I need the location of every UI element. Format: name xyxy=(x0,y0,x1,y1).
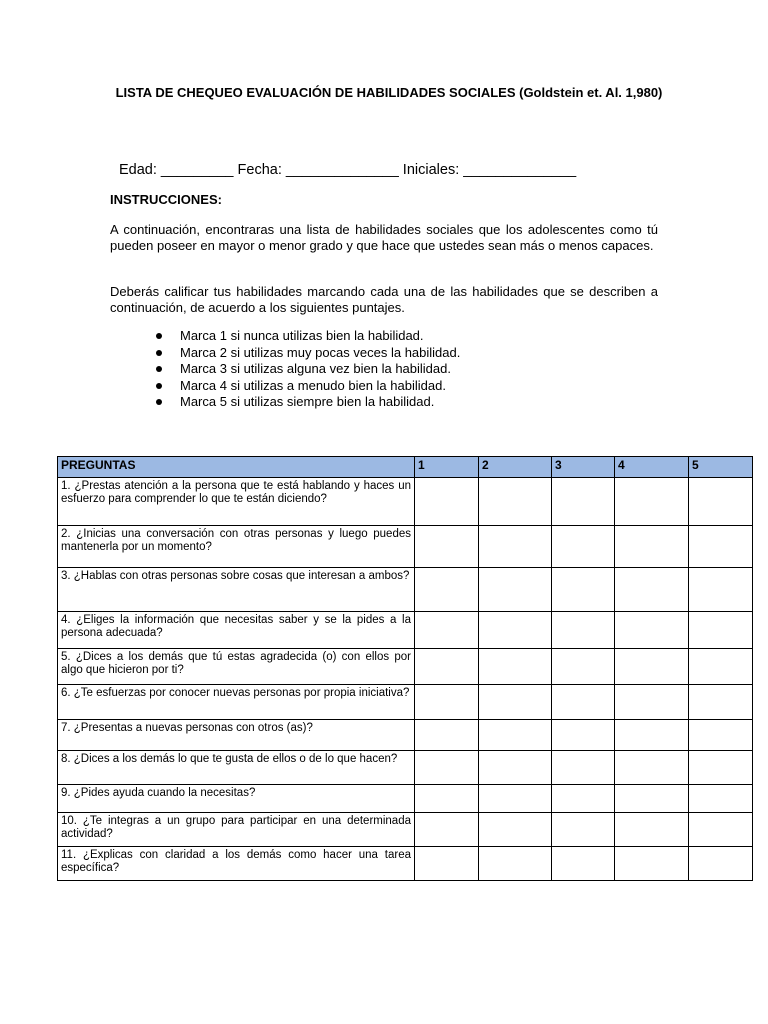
score-cell[interactable] xyxy=(615,478,689,526)
score-cell[interactable] xyxy=(415,649,479,685)
document-title: LISTA DE CHEQUEO EVALUACIÓN DE HABILIDADES SOCIALES (Goldstein et. Al. 1,980) xyxy=(115,85,663,100)
score-cell[interactable] xyxy=(552,813,615,847)
score-cell[interactable] xyxy=(479,685,552,720)
question-cell: 4. ¿Eliges la información que necesitas saber y se la pides a la persona adecuada? xyxy=(58,612,415,649)
score-cell[interactable] xyxy=(689,649,753,685)
score-cell[interactable] xyxy=(552,526,615,568)
score-cell[interactable] xyxy=(415,813,479,847)
score-cell[interactable] xyxy=(689,568,753,612)
scale-item xyxy=(150,345,460,362)
table-row xyxy=(58,720,753,751)
score-cell[interactable] xyxy=(552,720,615,751)
table-row xyxy=(58,813,753,847)
score-cell[interactable] xyxy=(615,785,689,813)
score-cell[interactable] xyxy=(552,751,615,785)
column-header-score-5: 5 xyxy=(689,457,753,478)
table-row xyxy=(58,526,753,568)
score-cell[interactable] xyxy=(615,847,689,881)
score-cell[interactable] xyxy=(689,785,753,813)
score-cell[interactable] xyxy=(689,720,753,751)
question-cell: 11. ¿Explicas con claridad a los demás como hacer una tarea específica? xyxy=(58,847,415,881)
table-row xyxy=(58,478,753,526)
bullet-icon xyxy=(156,383,162,389)
bullet-icon xyxy=(156,399,162,405)
question-cell: 6. ¿Te esfuerzas por conocer nuevas personas por propia iniciativa? xyxy=(58,685,415,720)
table-row xyxy=(58,751,753,785)
score-cell[interactable] xyxy=(415,526,479,568)
scale-item-text: Marca 4 si utilizas a menudo bien la habilidad. xyxy=(180,377,446,393)
score-cell[interactable] xyxy=(479,612,552,649)
score-cell[interactable] xyxy=(552,612,615,649)
score-cell[interactable] xyxy=(615,720,689,751)
column-header-score-4: 4 xyxy=(615,457,689,478)
table-row xyxy=(58,785,753,813)
question-cell: 9. ¿Pides ayuda cuando la necesitas? xyxy=(58,785,415,813)
score-cell[interactable] xyxy=(415,785,479,813)
question-cell: 5. ¿Dices a los demás que tú estas agradecida (o) con ellos por algo que hicieron por ti? xyxy=(58,649,415,685)
table-row xyxy=(58,649,753,685)
bullet-icon xyxy=(156,366,162,372)
column-header-questions: PREGUNTAS xyxy=(58,457,415,478)
score-cell[interactable] xyxy=(615,612,689,649)
score-cell[interactable] xyxy=(479,478,552,526)
table-row xyxy=(58,685,753,720)
scoring-scale-list xyxy=(150,328,460,411)
column-header-score-1: 1 xyxy=(415,457,479,478)
score-cell[interactable] xyxy=(415,720,479,751)
questions-table xyxy=(57,456,753,881)
score-cell[interactable] xyxy=(689,847,753,881)
bullet-icon xyxy=(156,333,162,339)
score-cell[interactable] xyxy=(415,568,479,612)
instructions-paragraph-1: A continuación, encontraras una lista de habilidades sociales que los adolescentes como tú pueden poseer en mayor o menor grado y que hace que ustedes sean más o menos capaces. xyxy=(110,222,658,253)
score-cell[interactable] xyxy=(552,649,615,685)
score-cell[interactable] xyxy=(615,649,689,685)
score-cell[interactable] xyxy=(615,685,689,720)
score-cell[interactable] xyxy=(689,751,753,785)
score-cell[interactable] xyxy=(689,612,753,649)
score-cell[interactable] xyxy=(479,649,552,685)
scale-item-text: Marca 5 si utilizas siempre bien la habilidad. xyxy=(180,394,435,409)
score-cell[interactable] xyxy=(415,478,479,526)
score-cell[interactable] xyxy=(689,526,753,568)
scale-item-text: Marca 1 si nunca utilizas bien la habilidad. xyxy=(180,328,424,343)
column-header-score-3: 3 xyxy=(552,457,615,478)
respondent-info-line: Edad: _________ Fecha: ______________ Iniciales: ______________ xyxy=(119,162,577,178)
instructions-paragraph-2: Deberás calificar tus habilidades marcando cada una de las habilidades que se describen a continuación, de acuerdo a los siguientes puntajes. xyxy=(110,284,658,315)
question-cell: 3. ¿Hablas con otras personas sobre cosas que interesan a ambos? xyxy=(58,568,415,612)
question-cell: 10. ¿Te integras a un grupo para participar en una determinada actividad? xyxy=(58,813,415,847)
scale-item-text: Marca 3 si utilizas alguna vez bien la habilidad. xyxy=(180,361,451,376)
score-cell[interactable] xyxy=(479,847,552,881)
score-cell[interactable] xyxy=(415,612,479,649)
question-cell: 1. ¿Prestas atención a la persona que te está hablando y haces un esfuerzo para comprender lo que te están diciendo? xyxy=(58,478,415,526)
score-cell[interactable] xyxy=(552,847,615,881)
score-cell[interactable] xyxy=(479,720,552,751)
score-cell[interactable] xyxy=(479,568,552,612)
bullet-icon xyxy=(156,350,162,356)
column-header-score-2: 2 xyxy=(479,457,552,478)
score-cell[interactable] xyxy=(689,813,753,847)
score-cell[interactable] xyxy=(415,751,479,785)
question-cell: 8. ¿Dices a los demás lo que te gusta de ellos o de lo que hacen? xyxy=(58,751,415,785)
score-cell[interactable] xyxy=(689,478,753,526)
table-row xyxy=(58,847,753,881)
score-cell[interactable] xyxy=(552,685,615,720)
scale-item xyxy=(150,378,460,395)
score-cell[interactable] xyxy=(552,785,615,813)
score-cell[interactable] xyxy=(552,478,615,526)
scale-item-text: Marca 2 si utilizas muy pocas veces la habilidad. xyxy=(180,344,461,360)
score-cell[interactable] xyxy=(615,813,689,847)
score-cell[interactable] xyxy=(479,526,552,568)
score-cell[interactable] xyxy=(479,785,552,813)
score-cell[interactable] xyxy=(615,568,689,612)
score-cell[interactable] xyxy=(552,568,615,612)
question-cell: 2. ¿Inicias una conversación con otras personas y luego puedes mantenerla por un momento? xyxy=(58,526,415,568)
table-row xyxy=(58,568,753,612)
score-cell[interactable] xyxy=(415,685,479,720)
scale-item xyxy=(150,361,460,378)
score-cell[interactable] xyxy=(689,685,753,720)
table-header-row xyxy=(58,457,753,478)
scale-item xyxy=(150,328,460,345)
score-cell[interactable] xyxy=(479,813,552,847)
question-cell: 7. ¿Presentas a nuevas personas con otros (as)? xyxy=(58,720,415,751)
table-row xyxy=(58,612,753,649)
score-cell[interactable] xyxy=(479,751,552,785)
score-cell[interactable] xyxy=(615,751,689,785)
score-cell[interactable] xyxy=(415,847,479,881)
scale-item xyxy=(150,394,460,411)
score-cell[interactable] xyxy=(615,526,689,568)
instructions-heading: INSTRUCCIONES: xyxy=(110,192,222,207)
